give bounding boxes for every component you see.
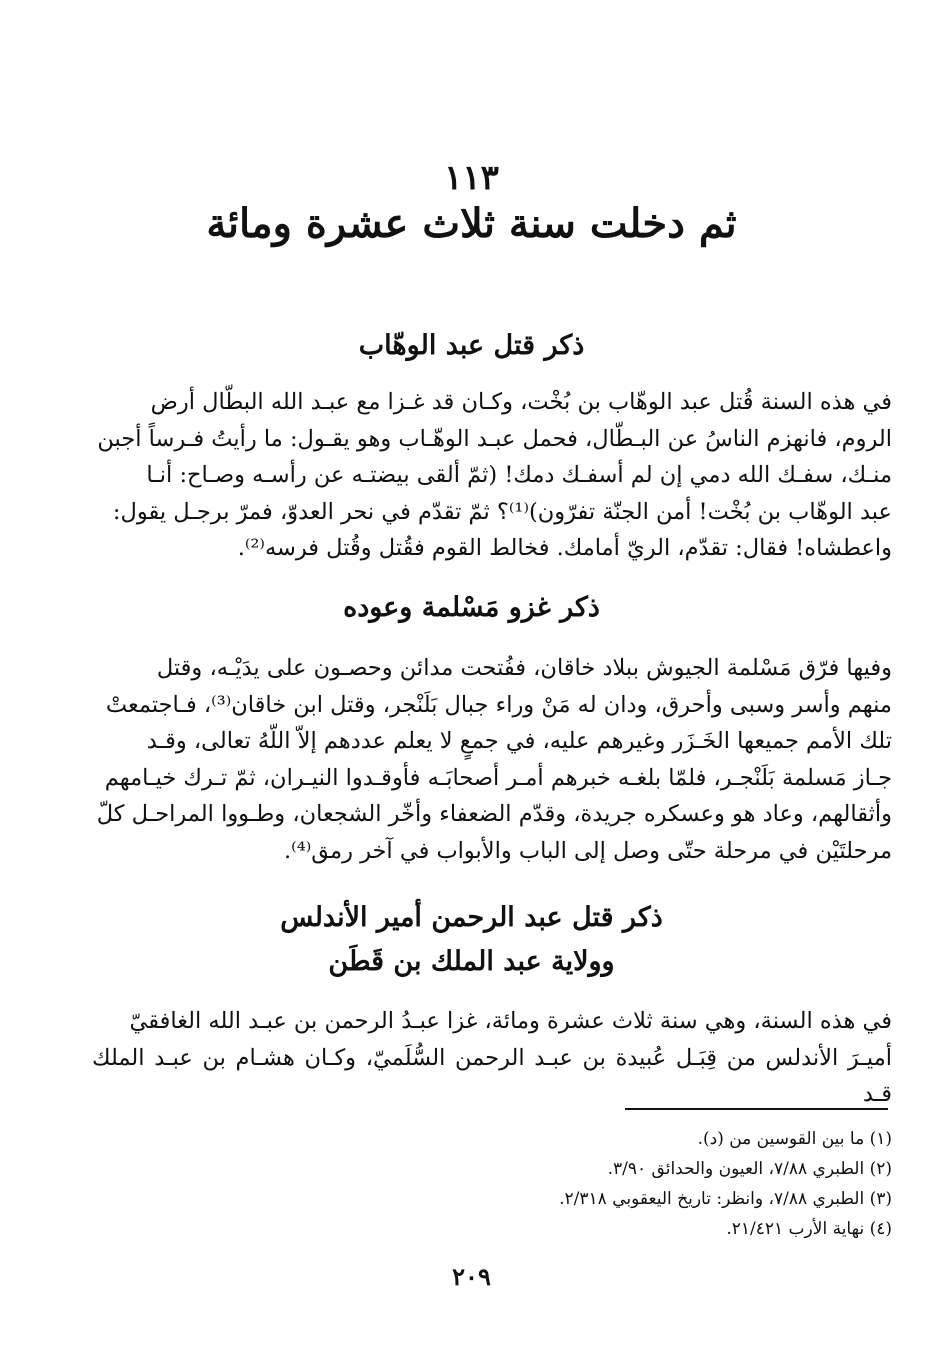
year-number: ١١٣	[444, 158, 499, 198]
section-heading-abdulmalik: وولاية عبد الملك بن قَطَن	[328, 946, 615, 977]
text-line: في هذه السنة قُتل عبد الوهّاب بن بُخْت، وكـان قد غـزا مع عبـد الله البطّال أرض	[150, 389, 892, 415]
section-heading-abdulwahhab: ذكر قتل عبد الوهّاب	[358, 330, 585, 361]
text-line: تلك الأمم جميعها الخَـزَر وغيرهم عليه، في جمعٍ لا يعلم عددهم إلاّ اللّهُ تعالى، وقـد	[146, 728, 892, 754]
text-line: أميـرَ الأندلس من قِبَـل عُبيدة بن عبـد الرحمن السُّلَميّ، وكـان هشـام بن عبـد الملك قـد	[92, 1044, 892, 1107]
section-heading-abdulrahman: ذكر قتل عبد الرحمن أمير الأندلس	[280, 902, 663, 933]
section-body-abdulrahman	[92, 1003, 892, 1113]
footnote: (٢) الطبري ٧/٨٨، العيون والحدائق ٣/٩٠.	[607, 1159, 892, 1179]
footnote-divider	[625, 1108, 888, 1110]
footnote: (١) ما بين القوسين من (د).	[697, 1129, 892, 1149]
text-line: الروم، فانهزم الناسُ عن البـطّال، فحمل عبـد الوهّـاب وهو يقـول: ما رأيتُ فـرساً أجبن	[97, 425, 892, 452]
text-line: جـاز مَسلمة بَلَنْجـر، فلمّا بلغـه خبرهم أمـر أصحابَـه فأوقـدوا النيـران، ثمّ تـرك خيـامهم	[104, 764, 892, 791]
section-heading-maslama: ذكر غزو مَسْلمة وعوده	[343, 592, 600, 623]
text-line: عبد الوهّاب بن بُخْت! أمن الجنّة تفرّون)⁽¹⁾؟ ثمّ تقدّم في نحر العدوّ، فمرّ برجـل يقول:	[112, 498, 892, 525]
text-line: في هذه السنة، وهي سنة ثلاث عشرة ومائة، غزا عبـدُ الرحمن بن عبـد الله الغافقيّ	[129, 1008, 892, 1034]
page-number: ٢٠٩	[452, 1262, 491, 1291]
footnotes	[400, 1124, 892, 1244]
text-line: منهم وأسر وسبى وأحرق، ودان له مَنْ وراء جبال بَلَنْجر، وقتل ابن خاقان⁽³⁾، فـاجتمعتْ	[105, 691, 892, 718]
section-body-maslama	[92, 650, 892, 869]
text-line: واعطشاه! فقال: تقدّم، الريّ أمامك. فخالط القوم فقُتل وقُتل فرسه⁽²⁾.	[237, 535, 892, 561]
text-line: مرحلتَيْن في مرحلة حتّى وصل إلى الباب والأبواب في آخر رمق⁽⁴⁾.	[284, 837, 892, 864]
text-line: وفيها فرّق مَسْلمة الجيوش ببلاد خاقان، ففُتحت مدائن وحصـون على يدَيْـه، وقتل	[156, 655, 892, 681]
text-line: وأثقالهم، وعاد هو وعسكره جريدة، وقدّم الضعفاء وأخّر الشجعان، وطـووا المراحـل كلّ	[96, 801, 892, 827]
footnote: (٣) الطبري ٧/٨٨، وانظر: تاريخ اليعقوبي ٢/٣١٨.	[559, 1189, 892, 1209]
section-body-abdulwahhab	[92, 384, 892, 567]
chapter-title: ثم دخلت سنة ثلاث عشرة ومائة	[206, 200, 737, 247]
footnote: (٤) نهاية الأرب ٢١/٤٢١.	[726, 1219, 892, 1239]
text-line: منـك، سفـك الله دمي إن لم أسفـك دمك! (ثمّ ألقى بيضتـه عن رأسـه وصـاح: أنـا	[146, 462, 892, 488]
